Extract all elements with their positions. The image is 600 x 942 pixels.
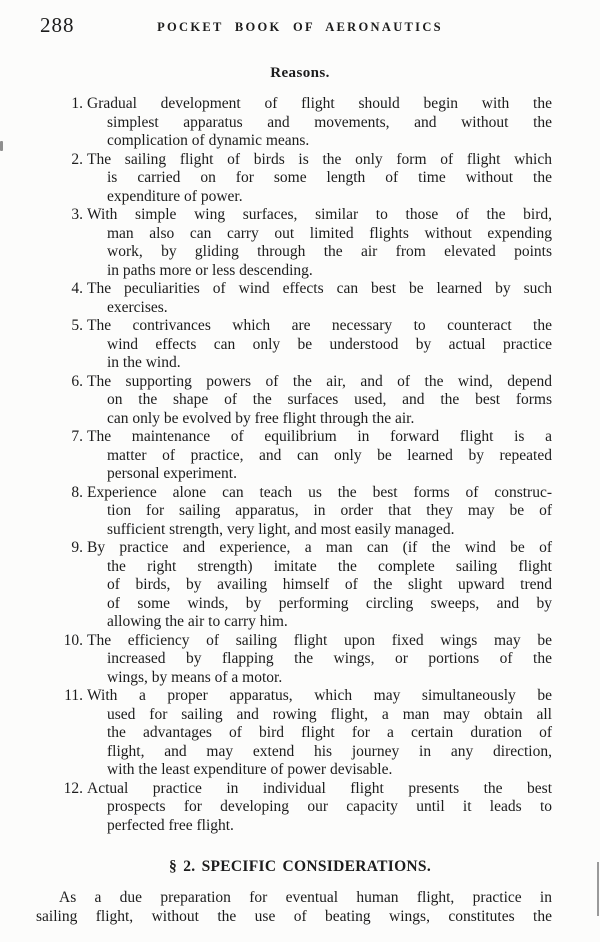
item-line: with the least expenditure of power devisable. — [107, 761, 393, 778]
item-line: personal experiment. — [107, 465, 237, 482]
item-number: 8. — [71, 483, 83, 501]
list-item — [71, 150, 552, 207]
item-line: matter of practice, and can only be learned by repeated — [107, 446, 552, 464]
item-line: man also can carry out limited flights without expending — [107, 224, 552, 242]
item-line: sufficient strength, very light, and most easily managed. — [107, 520, 455, 538]
item-line: perfected free flight. — [107, 816, 234, 834]
item-line: Actual practice in individual flight presents the best — [87, 779, 552, 797]
scan-artifact-left — [0, 141, 3, 151]
item-line: complication of dynamic means. — [107, 132, 310, 149]
item-line: flight, and may extend his journey in any direction, — [107, 742, 552, 760]
item-line: increased by flapping the wings, or portions of the — [107, 650, 552, 667]
list-item — [71, 483, 552, 540]
item-line: work, by gliding through the air from elevated points — [107, 243, 552, 260]
list-item — [71, 539, 552, 632]
item-number: 5. — [71, 317, 83, 334]
list-item — [71, 428, 552, 484]
item-line: wind effects can only be understood by actual practice — [107, 335, 552, 353]
item-line: expenditure of power. — [107, 187, 243, 205]
item-line: The sailing flight of birds is the only form of flight which — [87, 150, 552, 168]
list-item — [71, 372, 552, 429]
item-line: prospects for developing our capacity until it leads to — [107, 798, 552, 815]
item-line: The contrivances which are necessary to counteract the — [87, 317, 552, 334]
paragraph-line: sailing flight, without the use of beating wings, constitutes the — [36, 907, 552, 925]
item-line: of some winds, by performing circling sweeps, and by — [107, 594, 552, 612]
item-line: With simple wing surfaces, similar to those of the bird, — [87, 206, 552, 223]
closing-paragraph — [36, 889, 552, 926]
list-item — [63, 779, 552, 836]
item-number: 3. — [71, 206, 83, 223]
item-line: Experience alone can teach us the best forms of construc- — [87, 483, 552, 501]
item-line: The efficiency of sailing flight upon fixed wings may be — [87, 631, 552, 649]
item-line: allowing the air to carry him. — [107, 613, 288, 630]
item-line: With a proper apparatus, which may simultaneously be — [87, 687, 552, 704]
page-number: 288 — [40, 13, 75, 37]
item-line: exercises. — [107, 298, 168, 316]
item-number: 1. — [71, 95, 83, 112]
reasons-heading: Reasons. — [270, 65, 330, 81]
item-line: The peculiarities of wind effects can best be learned by such — [87, 280, 552, 297]
paragraph-line: As a due preparation for eventual human flight, practice in — [59, 889, 552, 906]
section-2-heading: § 2. SPECIFIC CONSIDERATIONS. — [168, 858, 432, 875]
item-line: used for sailing and rowing flight, a man may obtain all — [107, 705, 552, 723]
reasons-list — [63, 95, 552, 835]
item-number: 11. — [64, 687, 83, 704]
item-line: on the shape of the surfaces used, and the best forms — [107, 391, 552, 408]
list-item — [71, 206, 552, 280]
item-line: in the wind. — [107, 354, 181, 371]
list-item — [64, 687, 552, 780]
item-line: The supporting powers of the air, and of the wind, depend — [87, 372, 552, 390]
item-line: is carried on for some length of time without the — [107, 169, 552, 186]
scan-artifact-right — [597, 862, 599, 916]
running-title: POCKET BOOK OF AERONAUTICS — [157, 20, 443, 34]
item-line: simplest apparatus and movements, and without the — [107, 113, 552, 131]
item-line: wings, by means of a motor. — [107, 668, 283, 686]
item-number: 7. — [71, 428, 83, 445]
item-line: tion for sailing apparatus, in order that they may be of — [107, 502, 552, 519]
item-line: in paths more or less descending. — [107, 261, 313, 279]
item-line: the advantages of bird flight for a certain duration of — [107, 724, 552, 741]
list-item — [71, 317, 552, 373]
item-number: 4. — [71, 280, 83, 297]
item-line: of birds, by availing himself of the slight upward trend — [107, 576, 552, 593]
list-item — [63, 631, 552, 688]
item-number: 9. — [71, 539, 83, 556]
item-line: By practice and experience, a man can (if the wind be of — [87, 539, 552, 556]
item-line: can only be evolved by free flight through the air. — [107, 409, 415, 427]
list-item — [71, 280, 552, 317]
page-header — [0, 0, 600, 40]
item-line: Gradual development of flight should begin with the — [87, 95, 552, 112]
item-number: 2. — [71, 150, 83, 168]
item-number: 12. — [63, 779, 83, 797]
item-number: 6. — [71, 372, 83, 390]
item-number: 10. — [63, 631, 83, 649]
list-item — [71, 95, 552, 151]
item-line: The maintenance of equilibrium in forward flight is a — [87, 428, 552, 445]
item-line: the right strength) imitate the complete sailing flight — [107, 557, 552, 575]
